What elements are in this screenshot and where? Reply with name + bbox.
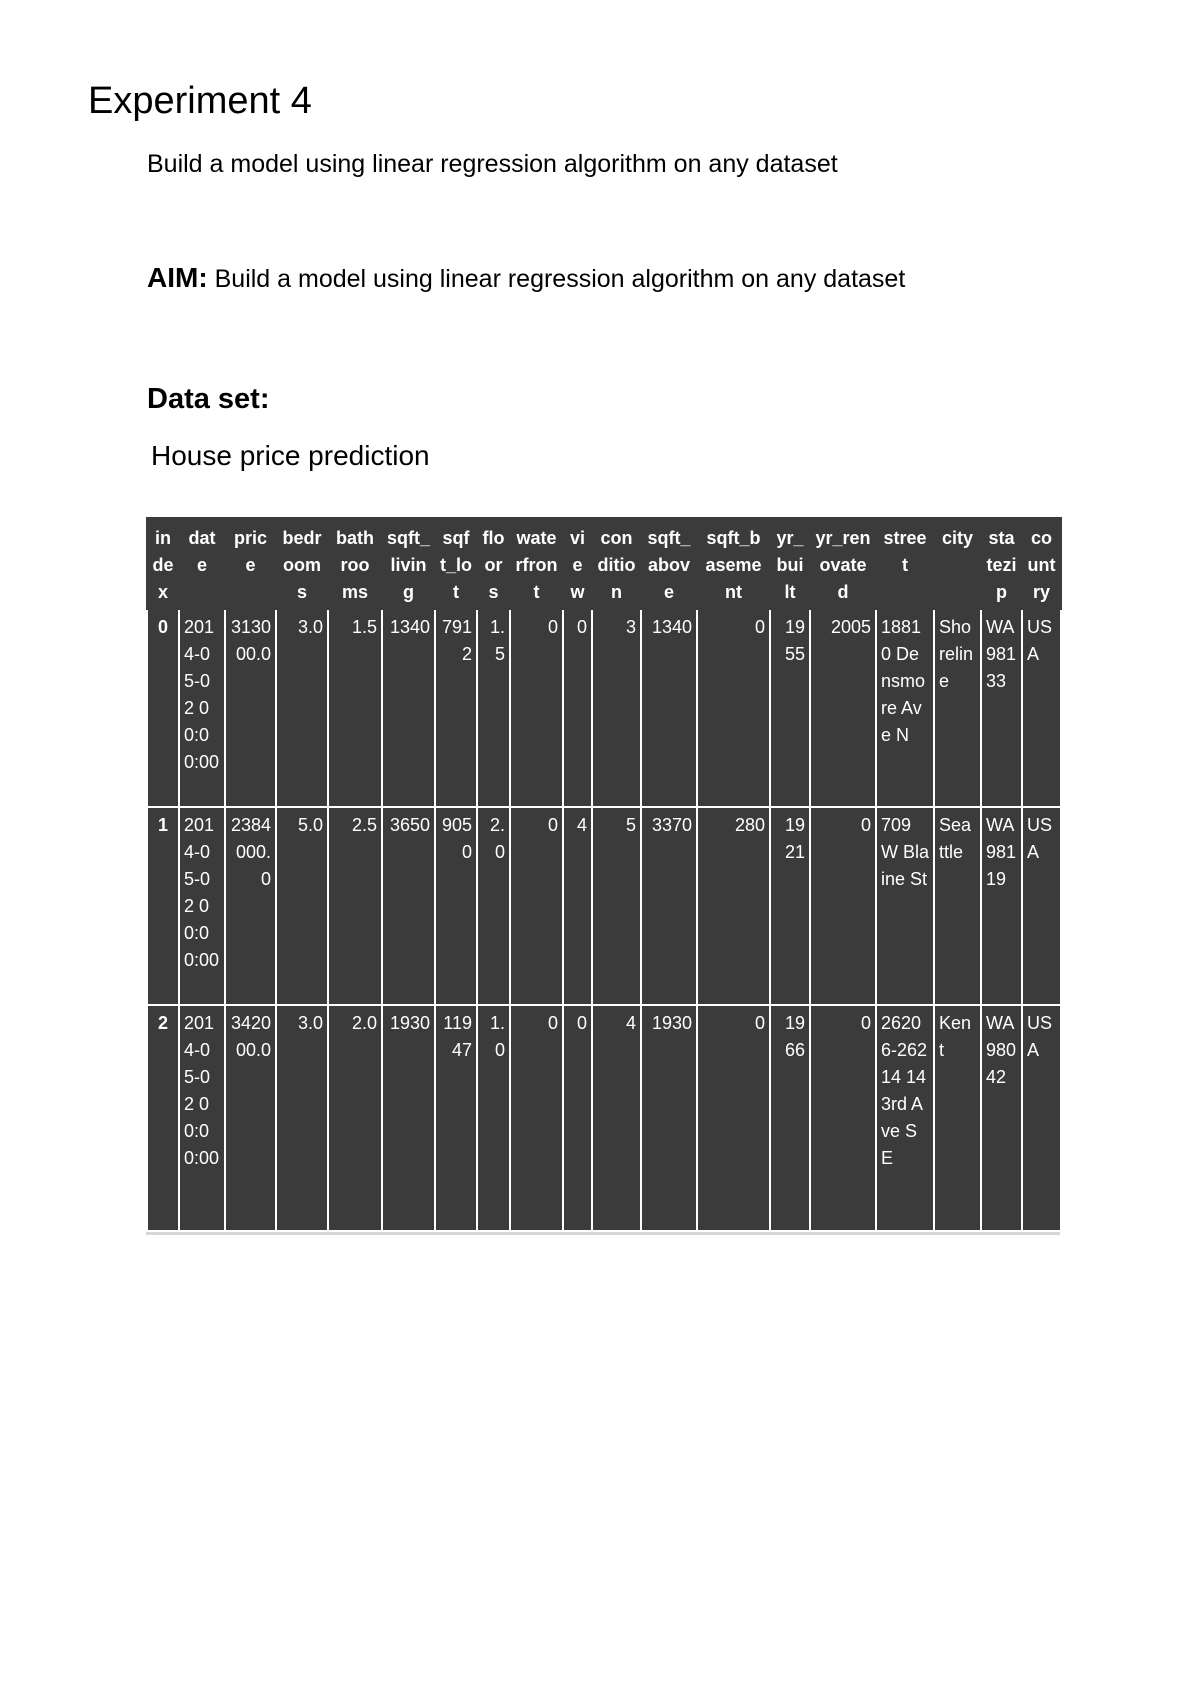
column-header: country <box>1022 518 1061 609</box>
column-header: sqft_living <box>382 518 435 609</box>
column-header: index <box>147 518 179 609</box>
column-header: street <box>876 518 934 609</box>
cell-date: 2014-05-02 00:00:00 <box>179 1005 225 1231</box>
cell-price: 313000.0 <box>225 609 276 807</box>
cell-sqft-above: 1930 <box>641 1005 697 1231</box>
column-header: statezip <box>981 518 1022 609</box>
cell-yr-renovated: 2005 <box>810 609 876 807</box>
column-header: sqft_above <box>641 518 697 609</box>
cell-statezip: WA 98133 <box>981 609 1022 807</box>
cell-view: 0 <box>563 609 592 807</box>
cell-yr-renovated: 0 <box>810 807 876 1005</box>
table-bottom-border <box>146 1232 1060 1235</box>
column-header: view <box>563 518 592 609</box>
row-index: 0 <box>147 609 179 807</box>
cell-floors: 1.0 <box>477 1005 510 1231</box>
aim-text: Build a model using linear regression algorithm on any dataset <box>214 265 906 293</box>
cell-waterfront: 0 <box>510 1005 563 1231</box>
column-header: date <box>179 518 225 609</box>
cell-country: USA <box>1022 609 1061 807</box>
cell-sqft-living: 3650 <box>382 807 435 1005</box>
cell-statezip: WA 98042 <box>981 1005 1022 1231</box>
document-subtitle: Build a model using linear regression algorithm on any dataset <box>147 150 838 178</box>
cell-bedrooms: 3.0 <box>276 1005 328 1231</box>
cell-sqft-above: 1340 <box>641 609 697 807</box>
cell-bathrooms: 2.5 <box>328 807 382 1005</box>
table-header-row <box>147 518 1061 609</box>
cell-yr-built: 1966 <box>770 1005 810 1231</box>
cell-price: 342000.0 <box>225 1005 276 1231</box>
cell-sqft-living: 1930 <box>382 1005 435 1231</box>
table-row <box>147 1005 1061 1231</box>
cell-floors: 2.0 <box>477 807 510 1005</box>
data-table-container <box>146 517 1060 1235</box>
cell-sqft-lot: 7912 <box>435 609 477 807</box>
column-header: waterfront <box>510 518 563 609</box>
document-title: Experiment 4 <box>88 80 312 122</box>
cell-street: 26206-26214 143rd Ave SE <box>876 1005 934 1231</box>
table-row <box>147 807 1061 1005</box>
aim-label: AIM: <box>147 262 208 293</box>
cell-floors: 1.5 <box>477 609 510 807</box>
cell-view: 0 <box>563 1005 592 1231</box>
dataset-heading: Data set: <box>147 383 270 415</box>
cell-date: 2014-05-02 00:00:00 <box>179 807 225 1005</box>
row-index: 1 <box>147 807 179 1005</box>
cell-statezip: WA 98119 <box>981 807 1022 1005</box>
column-header: price <box>225 518 276 609</box>
cell-sqft-lot: 11947 <box>435 1005 477 1231</box>
data-table <box>146 517 1062 1232</box>
cell-sqft-basement: 0 <box>697 1005 770 1231</box>
cell-city: Shoreline <box>934 609 981 807</box>
cell-city: Seattle <box>934 807 981 1005</box>
cell-street: 18810 Densmore Ave N <box>876 609 934 807</box>
cell-condition: 3 <box>592 609 641 807</box>
cell-bedrooms: 3.0 <box>276 609 328 807</box>
column-header: yr_built <box>770 518 810 609</box>
cell-waterfront: 0 <box>510 807 563 1005</box>
cell-bedrooms: 5.0 <box>276 807 328 1005</box>
cell-sqft-living: 1340 <box>382 609 435 807</box>
column-header: bedrooms <box>276 518 328 609</box>
column-header: city <box>934 518 981 609</box>
cell-yr-built: 1955 <box>770 609 810 807</box>
cell-city: Kent <box>934 1005 981 1231</box>
cell-sqft-basement: 280 <box>697 807 770 1005</box>
cell-yr-renovated: 0 <box>810 1005 876 1231</box>
column-header: bathrooms <box>328 518 382 609</box>
cell-bathrooms: 2.0 <box>328 1005 382 1231</box>
column-header: sqft_lot <box>435 518 477 609</box>
row-index: 2 <box>147 1005 179 1231</box>
aim-statement <box>147 262 905 294</box>
cell-bathrooms: 1.5 <box>328 609 382 807</box>
cell-date: 2014-05-02 00:00:00 <box>179 609 225 807</box>
cell-country: USA <box>1022 1005 1061 1231</box>
cell-condition: 4 <box>592 1005 641 1231</box>
cell-sqft-basement: 0 <box>697 609 770 807</box>
cell-view: 4 <box>563 807 592 1005</box>
cell-street: 709 W Blaine St <box>876 807 934 1005</box>
cell-sqft-above: 3370 <box>641 807 697 1005</box>
column-header: yr_renovated <box>810 518 876 609</box>
cell-yr-built: 1921 <box>770 807 810 1005</box>
column-header: floors <box>477 518 510 609</box>
dataset-name: House price prediction <box>151 440 430 471</box>
column-header: condition <box>592 518 641 609</box>
column-header: sqft_basement <box>697 518 770 609</box>
cell-price: 2384000.0 <box>225 807 276 1005</box>
cell-condition: 5 <box>592 807 641 1005</box>
cell-country: USA <box>1022 807 1061 1005</box>
cell-waterfront: 0 <box>510 609 563 807</box>
table-row <box>147 609 1061 807</box>
cell-sqft-lot: 9050 <box>435 807 477 1005</box>
